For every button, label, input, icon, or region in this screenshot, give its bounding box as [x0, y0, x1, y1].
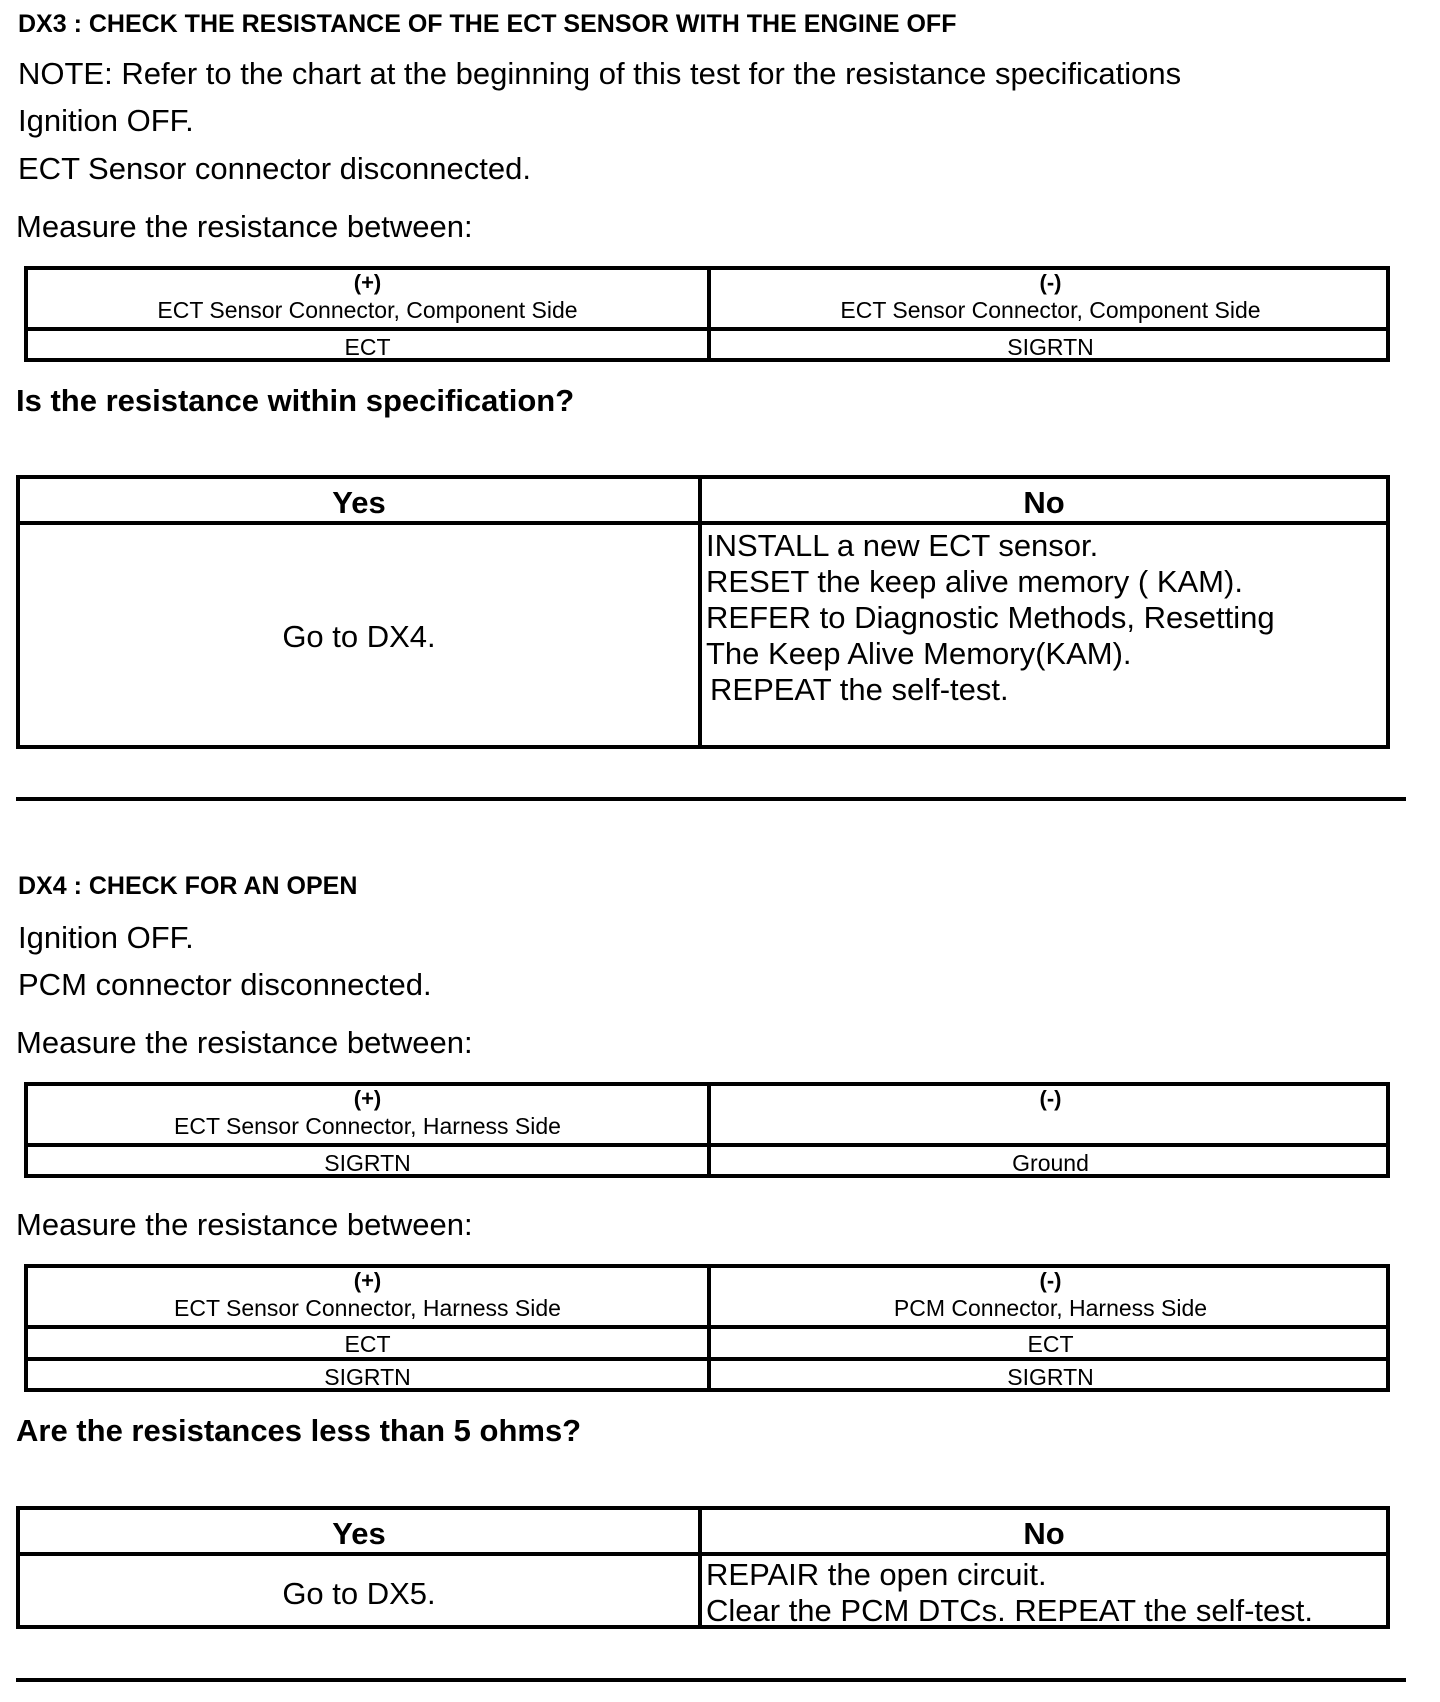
list-item: RESET the keep alive memory ( KAM).: [706, 564, 1243, 599]
dx3-measure-table: [24, 266, 1390, 362]
dx4-t1-minus-header: (-): [1039, 1086, 1062, 1111]
list-item: REFER to Diagnostic Methods, Resetting: [706, 600, 1275, 635]
dx3-row-1-plus: ECT: [344, 334, 391, 360]
list-item: INSTALL a new ECT sensor.: [706, 528, 1099, 563]
dx4-t2-row-1-plus: ECT: [344, 1331, 391, 1357]
dx3-title: DX3 : CHECK THE RESISTANCE OF THE ECT SENSOR WITH THE ENGINE OFF: [18, 10, 957, 38]
table-row: [28, 1325, 1386, 1357]
list-item: REPEAT the self-test.: [710, 672, 1009, 707]
dx4-t1-row-1-minus: Ground: [1012, 1150, 1089, 1176]
dx4-step-2: PCM connector disconnected.: [18, 967, 432, 1002]
section-divider: [16, 1678, 1406, 1682]
table-row: [28, 327, 1386, 362]
dx4-t2-plus-header: (+) ECT Sensor Connector, Harness Side: [174, 1268, 561, 1321]
dx4-measure-table-1: [24, 1082, 1390, 1178]
dx3-question: Is the resistance within specification?: [16, 383, 575, 418]
dx4-t2-minus-header: (-) PCM Connector, Harness Side: [893, 1268, 1208, 1321]
section-divider: [16, 797, 1406, 801]
dx4-measure-label-1: Measure the resistance between:: [16, 1025, 473, 1060]
dx3-yes-action: Go to DX4.: [282, 619, 436, 654]
dx4-no-header: No: [1023, 1516, 1065, 1551]
dx4-t1-row-1-plus: SIGRTN: [324, 1150, 411, 1176]
dx4-yes-action: Go to DX5.: [282, 1576, 436, 1611]
dx3-yes-header: Yes: [332, 485, 386, 520]
dx4-yes-header: Yes: [332, 1516, 386, 1551]
dx4-t1-plus-header: (+) ECT Sensor Connector, Harness Side: [174, 1086, 561, 1139]
list-item: Clear the PCM DTCs. REPEAT the self-test.: [706, 1593, 1313, 1628]
table-row: [28, 1357, 1386, 1392]
dx4-yes-no-table: [16, 1506, 1390, 1629]
dx4-title: DX4 : CHECK FOR AN OPEN: [18, 872, 358, 900]
dx3-yes-no-table: [16, 475, 1390, 749]
dx4-measure-table-2: [24, 1264, 1390, 1392]
dx4-measure-label-2: Measure the resistance between:: [16, 1207, 473, 1242]
dx3-minus-header: (-) ECT Sensor Connector, Component Side: [840, 270, 1261, 323]
dx4-t2-row-2-minus: SIGRTN: [1007, 1364, 1094, 1390]
dx3-no-actions: [706, 528, 1275, 708]
dx4-t2-row-2-plus: SIGRTN: [324, 1364, 411, 1390]
dx4-t2-row-1-minus: ECT: [1027, 1331, 1074, 1357]
table-row: [28, 1143, 1386, 1178]
dx3-row-1-minus: SIGRTN: [1007, 334, 1094, 360]
dx4-no-actions: [706, 1557, 1313, 1629]
dx3-step-2: ECT Sensor connector disconnected.: [18, 151, 531, 186]
dx3-measure-label: Measure the resistance between:: [16, 209, 473, 244]
dx3-plus-header: (+) ECT Sensor Connector, Component Side: [157, 270, 578, 323]
dx3-step-1: Ignition OFF.: [18, 103, 194, 138]
dx3-note: NOTE: Refer to the chart at the beginning of this test for the resistance specifications: [18, 56, 1182, 91]
dx4-question: Are the resistances less than 5 ohms?: [16, 1413, 582, 1448]
list-item: The Keep Alive Memory(KAM).: [706, 636, 1132, 671]
dx3-no-header: No: [1023, 485, 1065, 520]
list-item: REPAIR the open circuit.: [706, 1557, 1047, 1592]
dx4-step-1: Ignition OFF.: [18, 920, 194, 955]
